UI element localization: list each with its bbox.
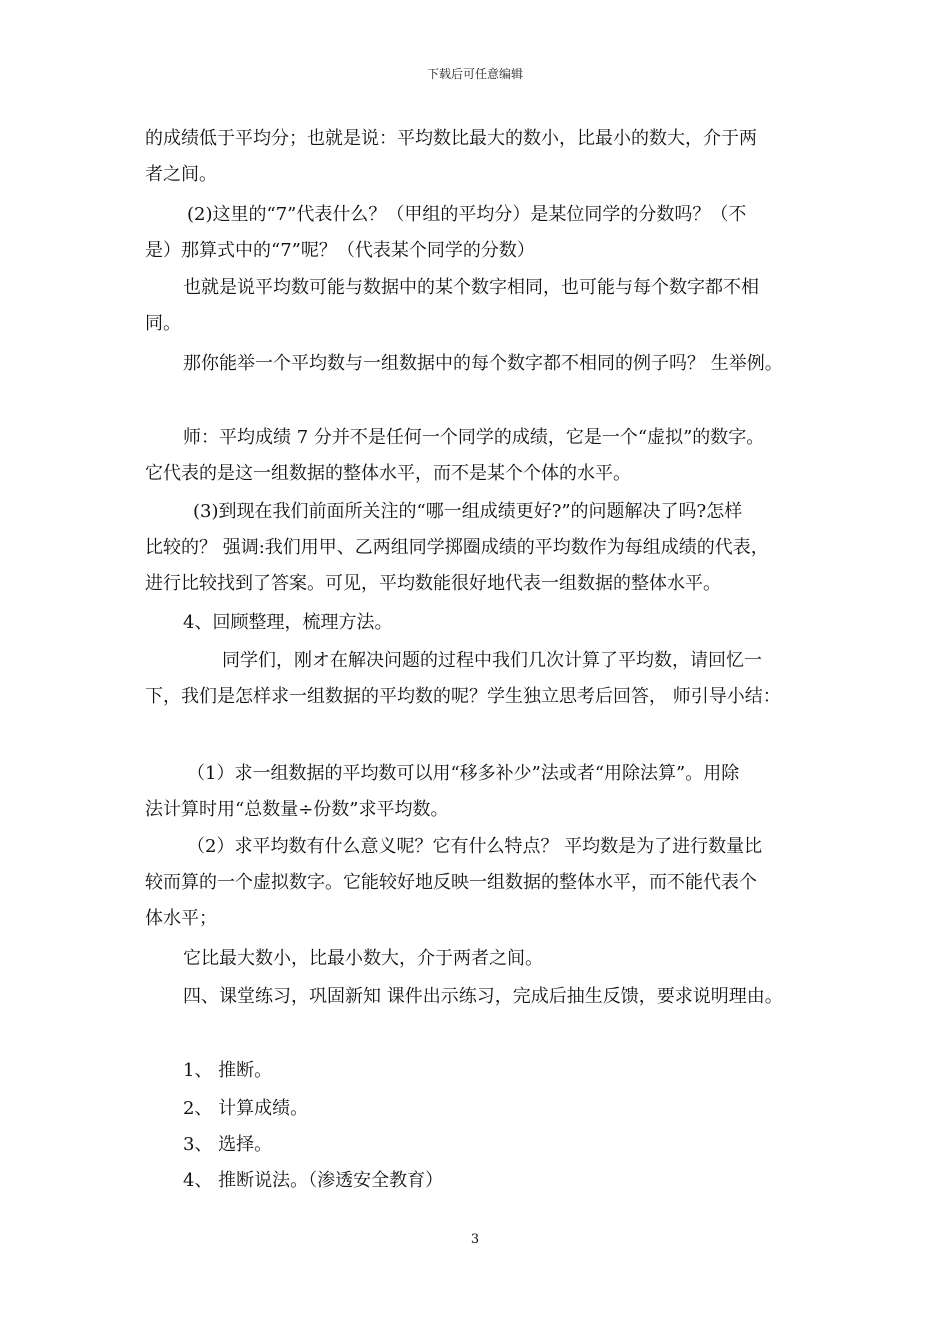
text-line: (3)到现在我们前面所关注的“哪一组成绩更好?”的问题解决了吗?怎样 (193, 501, 743, 522)
text-line: 比较的？ 强调:我们用甲、乙两组同学掷圈成绩的平均数作为每组成绩的代表， (145, 537, 769, 558)
paragraph-1 (145, 121, 820, 193)
page-number: 3 (470, 1232, 480, 1247)
paragraph-8 (145, 643, 820, 715)
paragraph-10 (145, 829, 820, 937)
paragraph-6 (145, 494, 820, 602)
text-line: 者之间。 (145, 164, 217, 185)
text-line: 较而算的一个虚拟数字。它能较好地反映一组数据的整体水平，而不能代表个 (145, 872, 757, 893)
paragraph-4 (145, 346, 820, 382)
text-line: 是）那算式中的“7”呢？（代表某个同学的分数） (145, 240, 535, 261)
paragraph-2 (145, 197, 820, 269)
text-line: 4、 推断说法。（渗透安全教育） (183, 1170, 444, 1191)
text-line: 的成绩低于平均分；也就是说：平均数比最大的数小，比最小的数大，介于两 (145, 128, 757, 149)
text-line: 3、 选择。 (183, 1134, 273, 1155)
paragraph-3 (145, 270, 820, 342)
text-line: 那你能举一个平均数与一组数据中的每个数字都不相同的例子吗？ 生举例。 (183, 353, 783, 374)
list-item-2 (145, 1091, 820, 1127)
text-line: 2、 计算成绩。 (183, 1098, 309, 1119)
list-item-3 (145, 1127, 820, 1163)
text-line: （2）求平均数有什么意义呢？它有什么特点？ 平均数是为了进行数量比 (187, 836, 763, 857)
paragraph-9 (145, 756, 820, 828)
text-line: 法计算时用“总数量÷份数”求平均数。 (145, 799, 449, 820)
text-line: 也就是说平均数可能与数据中的某个数字相同，也可能与每个数字都不相 (183, 277, 759, 298)
paragraph-12 (145, 979, 820, 1015)
text-line: 它代表的是这一组数据的整体水平，而不是某个个体的水平。 (145, 463, 631, 484)
text-line: 1、 推断。 (183, 1060, 273, 1081)
text-line: 四、课堂练习，巩固新知 课件出示练习，完成后抽生反馈，要求说明理由。 (183, 986, 783, 1007)
text-line: (2)这里的“7”代表什么？（甲组的平均分）是某位同学的分数吗？（不 (187, 204, 747, 225)
text-line: 师：平均成绩 7 分并不是任何一个同学的成绩，它是一个“虚拟”的数字。 (183, 427, 765, 448)
text-line: 进行比较找到了答案。可见，平均数能很好地代表一组数据的整体水平。 (145, 573, 721, 594)
paragraph-7 (145, 605, 820, 641)
list-item-4 (145, 1163, 820, 1199)
page-header: 下载后可任意编辑 (426, 67, 523, 81)
text-line: 下，我们是怎样求一组数据的平均数的呢？学生独立思考后回答， 师引导小结： (145, 686, 781, 707)
text-line: 4、回顾整理，梳理方法。 (183, 612, 393, 633)
text-line: （1）求一组数据的平均数可以用“移多补少”法或者“用除法算”。用除 (187, 763, 740, 784)
text-line: 它比最大数小，比最小数大，介于两者之间。 (183, 948, 543, 969)
text-line: 同学们，刚オ在解决问题的过程中我们几次计算了平均数，请回忆一 (222, 650, 762, 671)
text-line: 体水平； (145, 908, 217, 929)
text-line: 同。 (145, 313, 181, 334)
paragraph-11 (145, 941, 820, 977)
paragraph-5 (145, 420, 820, 492)
list-item-1 (145, 1053, 820, 1089)
